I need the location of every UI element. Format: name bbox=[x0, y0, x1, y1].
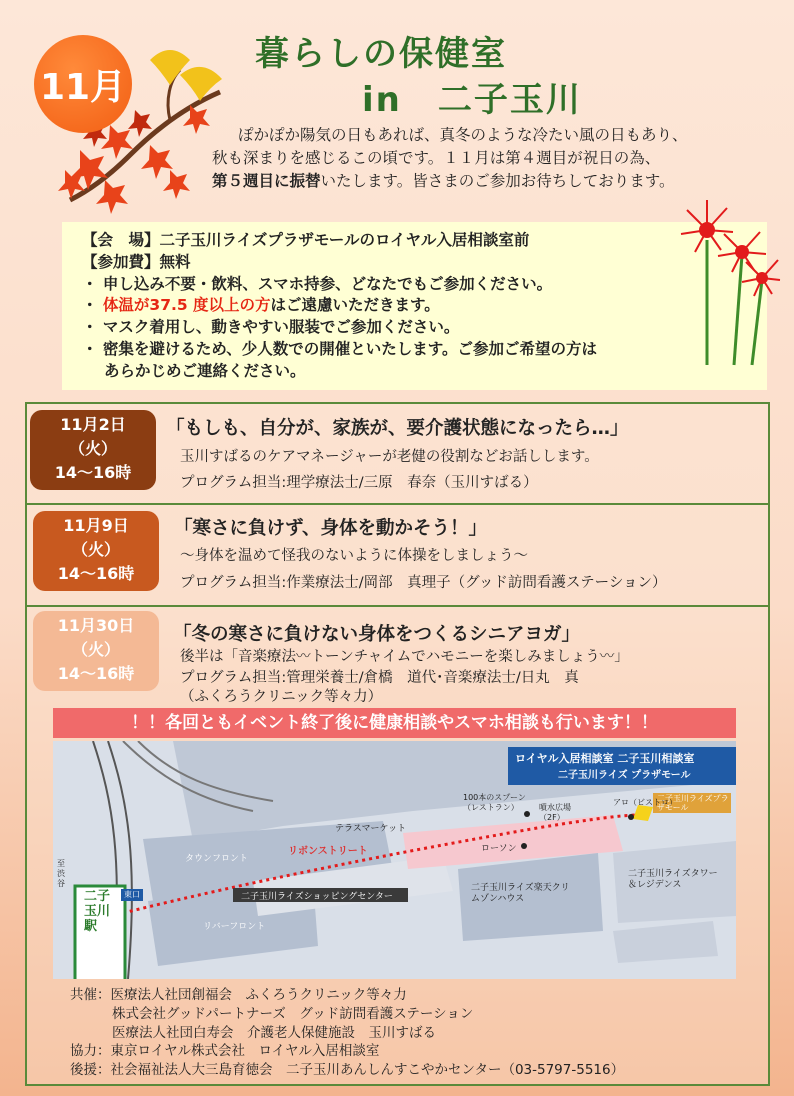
session-dow: （火） bbox=[71, 640, 120, 659]
session-staff-2: （ふくろうクリニック等々力） bbox=[180, 689, 383, 705]
access-map bbox=[53, 741, 736, 979]
session-title: 「もしも、自分が、家族が、要介護状態になったら…」 bbox=[166, 418, 629, 439]
map-spoon: 100本のスプーン（レストラン） bbox=[463, 793, 526, 812]
session-desc: ～身体を温めて怪我のないように体操をしましょう～ bbox=[180, 548, 528, 564]
intro-line-3: いたします。皆さまのご参加お待ちしております。 bbox=[320, 172, 675, 190]
session-date: 11月30日 bbox=[57, 616, 135, 635]
map-plaza-mall: 二子玉川ライズプラザモール bbox=[657, 794, 729, 812]
note-line-2: はご遠慮いただきます。 bbox=[270, 296, 440, 315]
page-subtitle: in 二子玉川 bbox=[362, 80, 582, 120]
host-line-2: 株式会社グッドパートナーズ グッド訪問看護ステーション bbox=[112, 1005, 474, 1022]
session-staff: プログラム担当:理学療法士/三原 春奈（玉川すばる） bbox=[180, 475, 538, 491]
coop-line: 協力：東京ロイヤル株式会社 ロイヤル入居相談室 bbox=[70, 1043, 380, 1060]
map-east-exit: 東口 bbox=[124, 890, 140, 899]
spider-lily-decoration bbox=[672, 190, 782, 370]
map-to-shibuya: 至渋谷 bbox=[57, 859, 65, 888]
session-title: 「寒さに負けず、身体を動かそう！」 bbox=[174, 518, 488, 539]
note-line-1: ・ 申し込み不要・飲料、スマホ持参、どなたでもご参加ください。 bbox=[82, 274, 553, 293]
host-line-3: 医療法人社団白寿会 介護老人保健施設 玉川すばる bbox=[112, 1024, 436, 1041]
map-ribbon-street: リボンストリート bbox=[288, 846, 368, 857]
session-date-box bbox=[33, 511, 159, 591]
notice-banner: ！！各回ともイベント終了後に健康相談やスマホ相談も行います！！ bbox=[53, 708, 736, 738]
intro-line-2: 秋も深まりを感じるこの頃です。１１月は第４週目が祝日の為、 bbox=[212, 149, 661, 167]
map-tower-residence: 二子玉川ライズタワー＆レジデンス bbox=[628, 869, 718, 890]
map-terrace-market: テラスマーケット bbox=[335, 824, 407, 834]
session-date: 11月9日 bbox=[63, 516, 129, 535]
note-line-2-alert: 体温が37.5 度以上の方 bbox=[102, 296, 271, 315]
fee-line: 【参加費】無料 bbox=[82, 252, 191, 271]
session-staff: プログラム担当:管理栄養士/倉橋 道代･音楽療法士/日丸 真 bbox=[180, 670, 579, 686]
session-time: 14～16時 bbox=[54, 463, 132, 482]
host-line-1: 共催：医療法人社団創福会 ふくろうクリニック等々力 bbox=[70, 987, 407, 1003]
map-venue-subtitle: 二子玉川ライズ プラザモール bbox=[558, 770, 691, 781]
session-time: 14～16時 bbox=[57, 564, 135, 583]
sponsor-footer bbox=[70, 986, 624, 1080]
note-line-4b: あらかじめご連絡ください。 bbox=[104, 361, 306, 380]
info-box bbox=[62, 222, 767, 390]
map-river-front: リバーフロント bbox=[203, 922, 266, 932]
session-dow: （火） bbox=[71, 540, 120, 559]
note-line-4: ・ 密集を避けるため、少人数での開催といたします。ご参加ご希望の方は bbox=[82, 339, 598, 358]
session-divider bbox=[25, 605, 770, 607]
session-dow: （火） bbox=[68, 439, 117, 458]
session-desc: 玉川すばるのケアマネージャーが老健の役割などお話しします。 bbox=[180, 449, 599, 465]
session-date-box bbox=[30, 410, 156, 490]
venue-line: 【会 場】二子玉川ライズプラザモールのロイヤル入居相談室前 bbox=[82, 231, 530, 249]
session-desc: 後半は「音楽療法〰トーンチャイムでハモニーを楽しみましょう〰」 bbox=[180, 649, 629, 665]
session-staff: プログラム担当:作業療法士/岡部 真理子（グッド訪問看護ステーション） bbox=[180, 575, 667, 591]
page-title: 暮らしの保健室 bbox=[255, 34, 507, 74]
session-title: 「冬の寒さに負けない身体をつくるシニアヨガ」 bbox=[173, 624, 581, 645]
session-time: 14～16時 bbox=[57, 664, 135, 683]
map-fountain: 噴水広場（2F） bbox=[539, 803, 571, 822]
session-date-box bbox=[33, 611, 159, 691]
month-badge: 11月 bbox=[34, 35, 132, 133]
map-aro: アロ（ビストロ） bbox=[613, 798, 677, 807]
map-town-front: タウンフロント bbox=[185, 854, 249, 864]
map-venue-title: ロイヤル入居相談室 二子玉川相談室 bbox=[515, 752, 695, 765]
map-lawson: ローソン bbox=[481, 844, 517, 854]
session-date: 11月2日 bbox=[60, 415, 126, 434]
note-line-3: ・ マスク着用し、動きやすい服装でご参加ください。 bbox=[82, 318, 460, 337]
session-divider bbox=[25, 503, 770, 505]
map-station: 二子玉川駅 bbox=[84, 889, 111, 934]
note-line-2-bullet: ・ bbox=[82, 296, 103, 315]
map-crimson-house: 二子玉川ライズ楽天クリムゾンハウス bbox=[471, 883, 570, 904]
intro-text bbox=[212, 124, 784, 193]
intro-line-1: ぽかぽか陽気の日もあれば、真冬のような冷たい風の日もあり、 bbox=[238, 126, 688, 144]
intro-line-3-bold: 第５週目に振替 bbox=[212, 172, 321, 190]
map-shopping-center: 二子玉川ライズショッピングセンター bbox=[241, 892, 393, 902]
support-line: 後援：社会福祉法人大三島育徳会 二子玉川あんしんすこやかセンター（03-5797-5516） bbox=[70, 1062, 625, 1079]
